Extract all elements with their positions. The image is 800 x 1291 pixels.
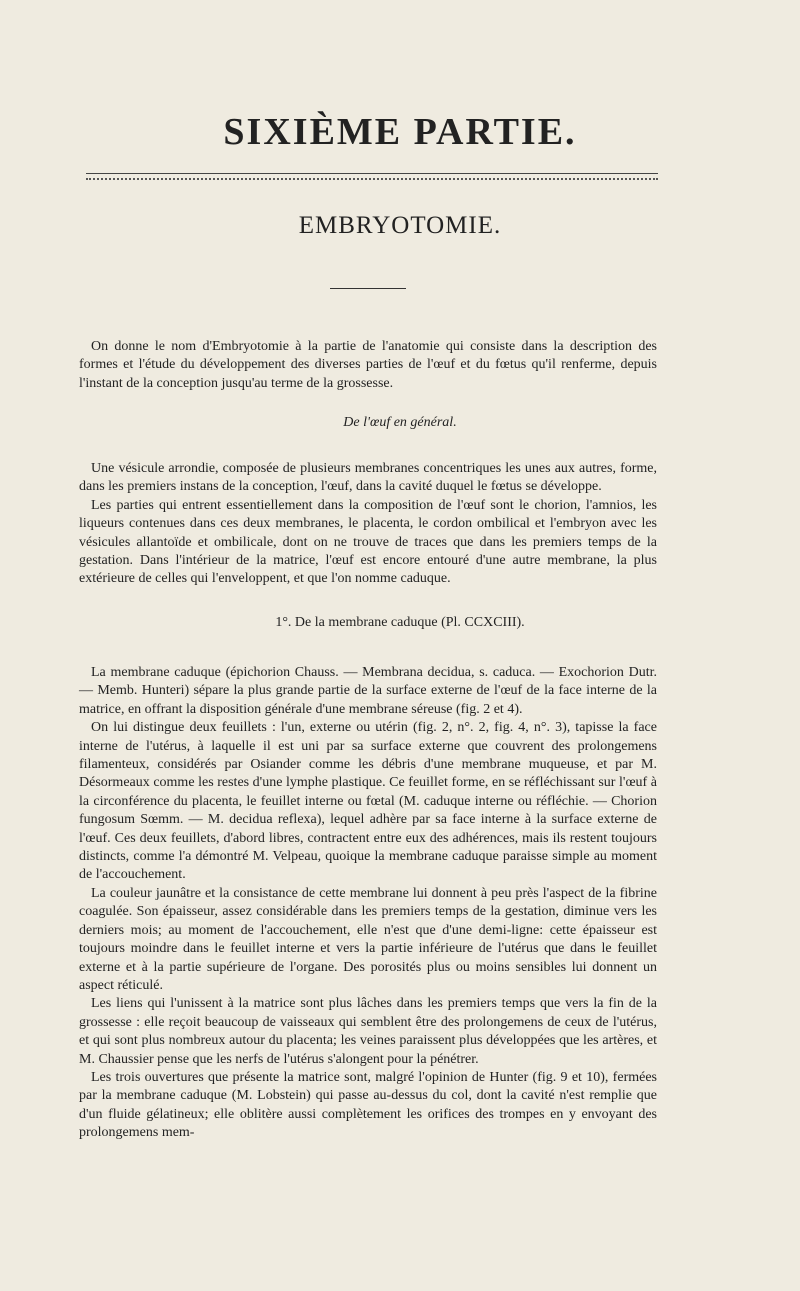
- caduque-paragraph: On lui distingue deux feuillets : l'un, externe ou utérin (fig. 2, n°. 2, fig. 4, n°. 3), tapisse la face interne de l'utérus, à laquelle il est uni par sa surface externe que couvrent des prolongemens filamenteux, considérés par Osiander comme les débris d'une membrane muqueuse, et par M. Désormeaux comme les restes d'une lymphe plastique. Ce feuillet forme, en se réfléchissant sur l'œuf à la circonférence du placenta, le feuillet interne ou fœtal (M. caduque interne ou réfléchie. — Chorion fungosum Sœmm. — M. decidua reflexa), lequel adhère par sa face interne à la surface externe de l'œuf. Ces deux feuillets, d'abord libres, contractent entre eux des adhérences, mais ils restent toujours distincts, comme l'a démontré M. Velpeau, quoique la membrane caduque paraisse simple au moment de l'accouchement.: [79, 720, 657, 883]
- caduque-paragraph: Les trois ouvertures que présente la matrice sont, malgré l'opinion de Hunter (fig. 9 et 10), fermées par la membrane caduque (M. Lobstein) qui passe au-dessus du col, dont la cavité n'est remplie que d'un fluide gélatineux; elle oblitère aussi complètement les orifices des trompes en y envoyant des prolongemens mem-: [79, 1069, 657, 1141]
- egg-paragraph: Les parties qui entrent essentiellement dans la composition de l'œuf sont le chorion, l'amnios, les liqueurs contenues dans ces deux membranes, le placenta, le cordon ombilical et l'embryon avec les vésicules allantoïde et ombilicale, dont on ne trouve de traces que dans les premiers temps de la gestation. Dans l'intérieur de la matrice, l'œuf est encore entouré d'une autre membrane, la plus extérieure de celles qui l'enveloppent, et que l'on nomme caduque.: [79, 497, 657, 587]
- caduque-paragraph: Les liens qui l'unissent à la matrice sont plus lâches dans les premiers temps que vers la fin de la grossesse : elle reçoit beaucoup de vaisseaux qui semblent être des prolongemens de ceux de l'utérus, et qui sont plus nombreux autour du placenta; les veines paraissent plus développées que les artères, et M. Chaussier pense que les nerfs de l'utérus s'alongent pour la pénétrer.: [79, 996, 657, 1067]
- subheading-egg: De l'œuf en général.: [343, 415, 457, 430]
- part-title: SIXIÈME PARTIE.: [223, 111, 577, 153]
- intro-paragraph: [79, 338, 657, 393]
- subheading-caduque: 1°. De la membrane caduque (Pl. CCXCIII).: [275, 615, 525, 630]
- caduque-section: [79, 664, 657, 1143]
- egg-paragraph: Une vésicule arrondie, composée de plusieurs membranes concentriques les unes aux autres, forme, dans les premiers instans de la conception, l'œuf, dans la cavité duquel le fœtus se développe.: [79, 461, 657, 495]
- caduque-paragraph: La membrane caduque (épichorion Chauss. — Membrana decidua, s. caduca. — Exochorion Dutr. — Memb. Hunteri) sépare la plus grande partie de la surface externe de l'œuf de la face interne de la matrice, en offrant la disposition générale d'une membrane séreuse (fig. 2 et 4).: [79, 665, 657, 717]
- short-rule: [330, 288, 406, 289]
- caduque-paragraph: La couleur jaunâtre et la consistance de cette membrane lui donnent à peu près l'aspect de la fibrine coagulée. Son épaisseur, assez considérable dans les premiers temps de la gestation, diminue vers les derniers mois; au moment de l'accouchement, elle n'est que d'une demi-ligne: cette épaisseur est toujours moindre dans le feuillet interne et vers la partie inférieure de l'utérus que dans le feuillet externe et à la partie supérieure de l'organe. Des porosités plus ou moins sensibles lui donnent un aspect réticulé.: [79, 885, 657, 993]
- ornamental-rule: [86, 173, 658, 180]
- egg-section: [79, 460, 657, 589]
- intro-text: On donne le nom d'Embryotomie à la partie de l'anatomie qui consiste dans la description des formes et l'étude du développement des diverses parties de l'œuf et du fœtus qu'il renferme, depuis l'instant de la conception jusqu'au terme de la grossesse.: [79, 339, 657, 391]
- section-title: EMBRYOTOMIE.: [298, 212, 502, 239]
